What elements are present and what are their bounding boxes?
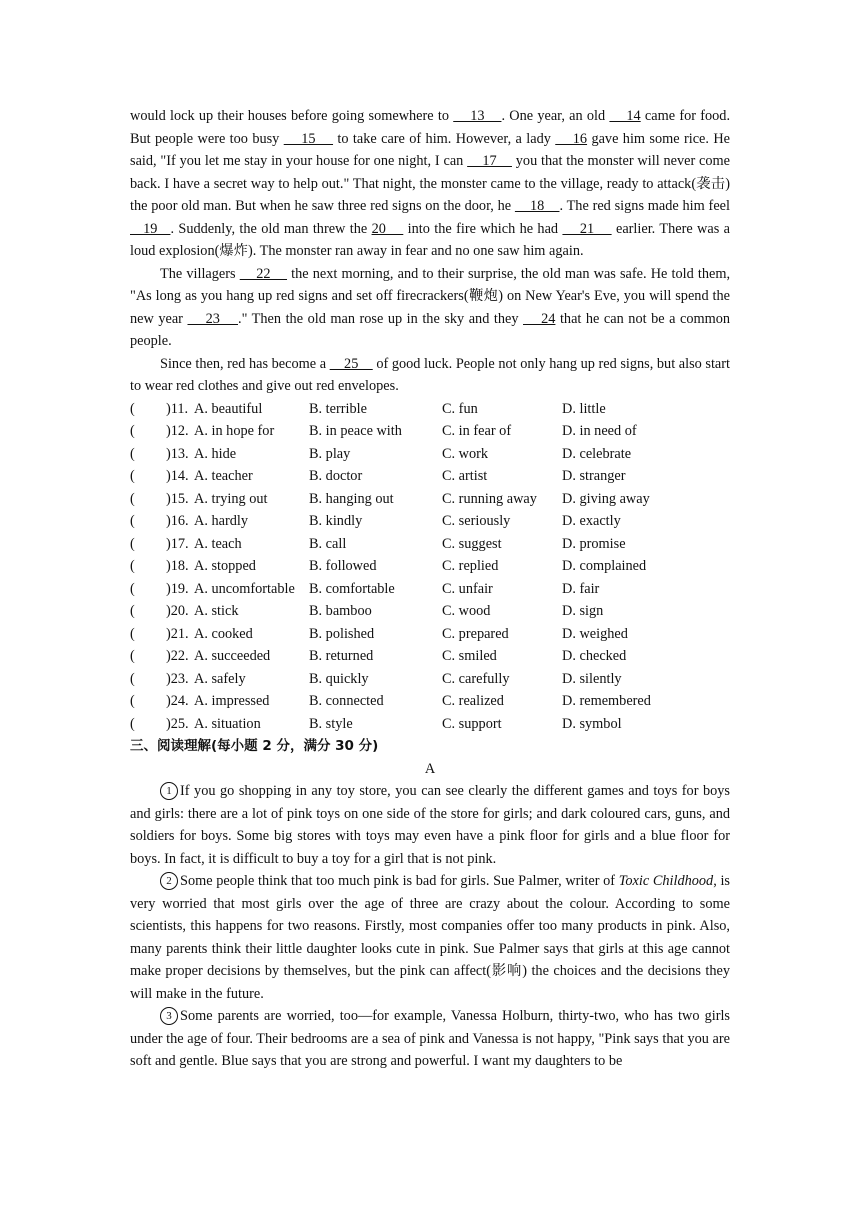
reading-text: If you go shopping in any toy store, you can see clearly the different games and toys for boys and girls: there are a lot of pink toys on one side of the store for girls; and dark coloured cars, guns, and soldiers for boys. Some big stores with toys may even have a pink floor for girls and a blue floor for boys. In fact, it is difficult to buy a toy for a girl that is not pink. — [130, 783, 730, 867]
question-row — [130, 420, 730, 443]
passage-text: that he can not be a common people. — [130, 310, 731, 349]
option-b: B. style — [309, 715, 353, 732]
option-b: B. bamboo — [309, 603, 372, 619]
option-c: C. support — [442, 715, 502, 732]
section-title: 三、阅读理解(每小题 2 分，满分 30 分) — [130, 738, 379, 754]
option-d: D. in need of — [562, 423, 637, 439]
question-row — [130, 465, 730, 488]
answer-bracket: ( — [130, 400, 135, 417]
option-b: B. kindly — [309, 513, 363, 529]
passage-text: to take care of him. However, a lady — [333, 130, 556, 147]
paragraph-marker: 2 — [160, 872, 178, 890]
passage-text: Since then, red has become a — [160, 355, 330, 372]
option-c: C. replied — [442, 558, 499, 574]
blank-16: 16 — [555, 130, 588, 147]
answer-bracket: ( — [130, 715, 135, 732]
question-row — [130, 623, 730, 646]
option-d: D. remembered — [562, 693, 651, 709]
option-b: B. hanging out — [309, 490, 394, 507]
question-row — [130, 690, 730, 713]
blank-14: 14 — [609, 108, 641, 124]
question-row — [130, 510, 730, 533]
passage-paragraph-3 — [130, 353, 730, 398]
option-c: C. in fear of — [442, 423, 512, 439]
answer-bracket: ( — [130, 558, 135, 574]
option-a: A. hide — [194, 445, 237, 462]
question-number: )19. — [166, 580, 189, 597]
answer-bracket: ( — [130, 513, 135, 529]
blank-13: 13 — [453, 108, 502, 124]
question-number: )20. — [166, 603, 189, 619]
option-b: B. in peace with — [309, 423, 402, 439]
option-b: B. quickly — [309, 670, 369, 687]
passage-text: the next morning, and to their surprise, the old man was safe. He told them, "As long as you hang up red signs and set off firecrackers(鞭炮) on New Year's Eve, you will spend the new year — [130, 265, 731, 327]
option-c: C. work — [442, 445, 489, 462]
question-row — [130, 533, 730, 556]
question-row — [130, 488, 730, 511]
question-row — [130, 645, 730, 668]
blank-23: 23 — [187, 310, 238, 327]
blank-24: 24 — [523, 310, 556, 327]
passage-text: ." Then the old man rose up in the sky and they — [238, 310, 524, 327]
reading-text: , is very worried that most girls over the age of three are crazy about the colour. According to some scientists, this happens for two reasons. Firstly, most companies offer too many products in pink. Also, many parents think their little daughter looks cute in pink. Sue Palmer says that girls at this age cannot make proper decisions by themselves, but the pink can affect(影响) the choices and the decisions they will make in the future. — [130, 873, 730, 1002]
question-number: )24. — [166, 693, 189, 709]
option-b: B. call — [309, 535, 347, 552]
option-b: B. connected — [309, 693, 384, 709]
question-row — [130, 555, 730, 578]
question-number: )22. — [166, 648, 189, 664]
option-d: D. little — [562, 400, 606, 417]
passage-text: The villagers — [160, 265, 240, 282]
question-number: )13. — [166, 445, 189, 462]
answer-bracket: ( — [130, 445, 135, 462]
option-d: D. celebrate — [562, 445, 632, 462]
reading-paragraph-3 — [130, 1005, 730, 1073]
option-c: C. seriously — [442, 513, 511, 529]
option-a: A. teach — [194, 535, 242, 552]
passage-text: would lock up their houses before going somewhere to — [130, 108, 454, 124]
question-number: )18. — [166, 558, 189, 574]
question-number: )21. — [166, 625, 189, 642]
option-d: D. sign — [562, 603, 604, 619]
option-a: A. safely — [194, 670, 246, 687]
option-d: D. silently — [562, 670, 622, 687]
blank-21: 21 — [562, 220, 612, 237]
passage-text: came for food. But people were too busy — [130, 108, 731, 147]
option-c: C. running away — [442, 490, 537, 507]
option-a: A. beautiful — [194, 400, 263, 417]
passage-text: earlier. There was a loud explosion(爆炸). The monster ran away in fear and no one saw him again. — [130, 220, 730, 259]
option-d: D. symbol — [562, 715, 622, 732]
passage-paragraph-2 — [130, 263, 730, 353]
exam-page — [130, 105, 730, 1073]
option-c: C. fun — [442, 400, 478, 417]
option-a: A. stopped — [194, 558, 256, 574]
question-row — [130, 578, 730, 601]
reading-text: Some parents are worried, too—for example, Vanessa Holburn, thirty-two, who has two girls under the age of four. Their bedrooms are a sea of pink and Vanessa is not happy, "Pink says that you are soft and gentle. Blue says that you are strong and powerful. I want my daughters to be — [130, 1008, 730, 1069]
option-a: A. trying out — [194, 490, 268, 507]
reading-paragraph-2 — [130, 870, 730, 1005]
option-b: B. play — [309, 445, 351, 462]
option-d: D. giving away — [562, 490, 650, 507]
blank-20: 20 — [371, 220, 404, 237]
blank-18: 18 — [514, 198, 560, 214]
option-c: C. suggest — [442, 535, 502, 552]
passage-text: . One year, an old — [501, 108, 610, 124]
book-title: Toxic Childhood — [618, 873, 714, 889]
question-number: )23. — [166, 670, 189, 687]
option-c: C. realized — [442, 693, 504, 709]
question-list — [130, 398, 730, 736]
passage-text: you that the monster will never come back. I have a secret way to help out." That night, the monster came to the village, ready to attack(袭击) the poor old man. But when he saw three red signs on the door, he — [130, 153, 731, 214]
paragraph-marker: 1 — [160, 782, 178, 800]
option-c: C. unfair — [442, 580, 493, 597]
option-c: C. prepared — [442, 625, 509, 642]
blank-25: 25 — [329, 355, 373, 372]
option-a: A. in hope for — [194, 423, 275, 439]
question-row — [130, 713, 730, 736]
blank-17: 17 — [467, 153, 512, 169]
option-c: C. carefully — [442, 670, 510, 687]
passage-letter: A — [424, 760, 436, 777]
option-d: D. stranger — [562, 468, 626, 484]
option-a: A. teacher — [194, 468, 253, 484]
question-number: )17. — [166, 535, 189, 552]
question-row — [130, 668, 730, 691]
answer-bracket: ( — [130, 468, 135, 484]
answer-bracket: ( — [130, 580, 135, 597]
option-a: A. uncomfortable — [194, 580, 295, 597]
option-d: D. complained — [562, 558, 647, 574]
question-number: )11. — [166, 400, 189, 417]
option-d: D. checked — [562, 648, 627, 664]
option-a: A. stick — [194, 603, 239, 619]
passage-text: . The red signs made him feel — [559, 198, 730, 214]
passage-text: . Suddenly, the old man threw the — [170, 220, 372, 237]
passage-text: gave him some rice. He said, "If you let me stay in your house for one night, I can — [130, 130, 731, 169]
answer-bracket: ( — [130, 423, 135, 439]
passage-text: of good luck. People not only hang up red signs, but also start to wear red clothes and give out red envelopes. — [130, 355, 731, 394]
blank-22: 22 — [239, 265, 288, 282]
option-c: C. artist — [442, 468, 488, 484]
paragraph-marker: 3 — [160, 1007, 178, 1025]
answer-bracket: ( — [130, 693, 135, 709]
question-row — [130, 600, 730, 623]
answer-bracket: ( — [130, 535, 135, 552]
blank-19: 19 — [130, 220, 171, 237]
question-row — [130, 443, 730, 466]
option-b: B. polished — [309, 625, 375, 642]
question-number: )12. — [166, 423, 189, 439]
question-number: )15. — [166, 490, 189, 507]
option-d: D. fair — [562, 580, 600, 597]
question-number: )25. — [166, 715, 189, 732]
question-row — [130, 398, 730, 421]
option-b: B. doctor — [309, 468, 363, 484]
option-a: A. situation — [194, 715, 261, 732]
answer-bracket: ( — [130, 603, 135, 619]
reading-text: Some people think that too much pink is bad for girls. Sue Palmer, writer of — [180, 873, 619, 889]
option-c: C. smiled — [442, 648, 497, 664]
answer-bracket: ( — [130, 490, 135, 507]
reading-paragraph-1 — [130, 780, 730, 870]
option-b: B. terrible — [309, 400, 367, 417]
blank-15: 15 — [283, 130, 334, 147]
option-d: D. exactly — [562, 513, 621, 529]
passage-paragraph-1 — [130, 105, 730, 263]
passage-text: into the fire which he had — [403, 220, 563, 237]
option-b: B. returned — [309, 648, 374, 664]
answer-bracket: ( — [130, 625, 135, 642]
option-b: B. followed — [309, 558, 377, 574]
option-a: A. cooked — [194, 625, 253, 642]
option-a: A. impressed — [194, 693, 270, 709]
question-number: )14. — [166, 468, 189, 484]
option-b: B. comfortable — [309, 580, 395, 597]
option-c: C. wood — [442, 603, 491, 619]
answer-bracket: ( — [130, 670, 135, 687]
question-number: )16. — [166, 513, 189, 529]
answer-bracket: ( — [130, 648, 135, 664]
option-a: A. hardly — [194, 513, 248, 529]
option-d: D. weighed — [562, 625, 628, 642]
option-d: D. promise — [562, 535, 626, 552]
option-a: A. succeeded — [194, 648, 271, 664]
